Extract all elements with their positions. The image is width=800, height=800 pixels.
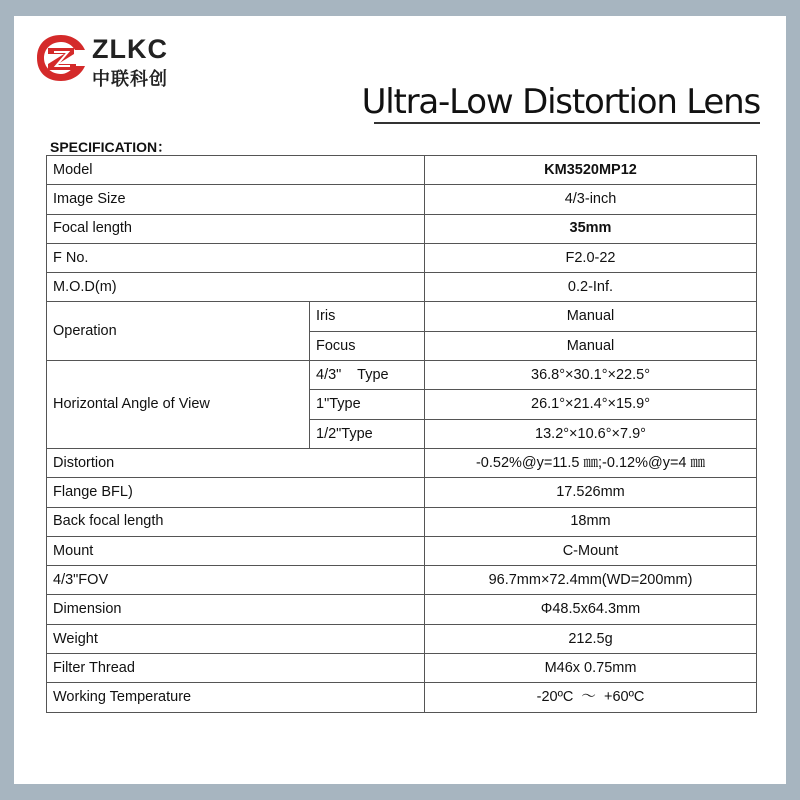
row-value: 36.8°×30.1°×22.5°	[425, 361, 757, 390]
spec-heading: SPECIFICATION：	[50, 139, 172, 155]
row-value: 26.1°×21.4°×15.9°	[425, 390, 757, 419]
table-row	[47, 214, 757, 243]
row-label: Horizontal Angle of View	[47, 361, 310, 449]
row-label: Dimension	[47, 595, 425, 624]
row-value: KM3520MP12	[425, 156, 757, 185]
brand-name: ZLKC	[92, 34, 168, 64]
table-row	[47, 156, 757, 185]
row-value: 17.526mm	[425, 478, 757, 507]
row-label: Filter Thread	[47, 654, 425, 683]
table-row	[47, 566, 757, 595]
row-label: Model	[47, 156, 425, 185]
row-label: F No.	[47, 243, 425, 272]
row-label: Mount	[47, 536, 425, 565]
row-value: -20ºC ～ +60ºC	[425, 683, 757, 712]
row-label: M.O.D(m)	[47, 273, 425, 302]
table-row	[47, 595, 757, 624]
zlkc-logo-icon	[34, 32, 88, 84]
row-value: 96.7mm×72.4mm(WD=200mm)	[425, 566, 757, 595]
row-value: -0.52%@y=11.5 ㎜;-0.12%@y=4 ㎜	[425, 448, 757, 477]
row-sublabel: 4/3" Type	[310, 361, 425, 390]
row-value: C-Mount	[425, 536, 757, 565]
row-sublabel: Iris	[310, 302, 425, 331]
row-label: Working Temperature	[47, 683, 425, 712]
title-underline	[374, 122, 760, 124]
table-row	[47, 302, 757, 331]
table-row	[47, 654, 757, 683]
row-sublabel: Focus	[310, 331, 425, 360]
row-label: Weight	[47, 624, 425, 653]
row-value: 13.2°×10.6°×7.9°	[425, 419, 757, 448]
table-row	[47, 185, 757, 214]
table-row	[47, 361, 757, 390]
row-value: Φ48.5x64.3mm	[425, 595, 757, 624]
row-value: M46x 0.75mm	[425, 654, 757, 683]
table-row	[47, 536, 757, 565]
row-label: Image Size	[47, 185, 425, 214]
row-sublabel: 1"Type	[310, 390, 425, 419]
spec-sheet	[14, 16, 786, 784]
table-row	[47, 273, 757, 302]
table-row	[47, 243, 757, 272]
row-value: 4/3-inch	[425, 185, 757, 214]
row-value: Manual	[425, 331, 757, 360]
row-label: Flange BFL)	[47, 478, 425, 507]
row-label: Operation	[47, 302, 310, 361]
row-value: F2.0-22	[425, 243, 757, 272]
row-value: Manual	[425, 302, 757, 331]
table-row	[47, 478, 757, 507]
brand-name-cn: 中联科创	[92, 69, 168, 90]
row-label: Focal length	[47, 214, 425, 243]
row-label: 4/3"FOV	[47, 566, 425, 595]
row-label: Back focal length	[47, 507, 425, 536]
page-title: Ultra-Low Distortion Lens	[361, 82, 760, 122]
table-row	[47, 507, 757, 536]
row-value: 0.2-Inf.	[425, 273, 757, 302]
table-row	[47, 683, 757, 712]
table-row	[47, 624, 757, 653]
row-value: 212.5g	[425, 624, 757, 653]
row-value: 35mm	[425, 214, 757, 243]
spec-table	[46, 155, 757, 713]
row-value: 18mm	[425, 507, 757, 536]
row-sublabel: 1/2"Type	[310, 419, 425, 448]
row-label: Distortion	[47, 448, 425, 477]
brand-logo	[34, 32, 184, 92]
table-row	[47, 448, 757, 477]
